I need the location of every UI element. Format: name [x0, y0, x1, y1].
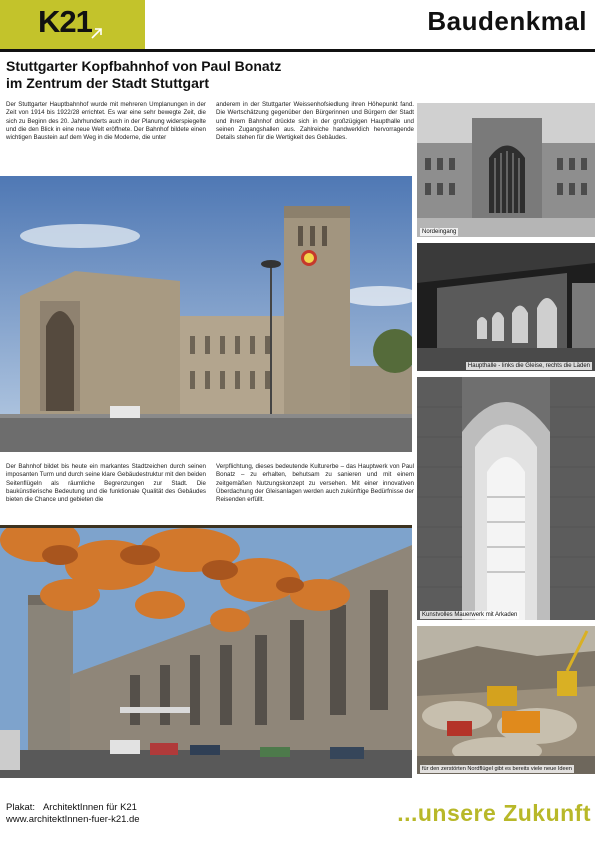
headline — [6, 58, 306, 92]
article-paragraph-1: Der Stuttgarter Hauptbahnhof wurde mit mehreren Umplanungen in der Zeit von 1914 bis 1922/28 errichtet. Es war eine sehr bewegte Zeit, die sich zu Beginn des 20. Jahrhunderts auch in der Planung widerspiegelte und die den Blick in eine neue Welt eröffnete. Der Bahnhof bildete einen wichtigen Baustein auf dem Weg in die Moderne, die unter — [6, 101, 206, 142]
footer-plakat-line — [6, 802, 140, 814]
caption-nordfluegel: für den zerstörten Nordflügel gibt es bereits viele neue Ideen — [422, 766, 572, 772]
nordeingang-photo — [417, 103, 595, 237]
caption-haupthalle: Haupthalle - links die Gleise, rechts die Läden — [467, 363, 590, 369]
article-paragraph-2: anderem in der Stuttgarter Weissenhofsiedlung ihren Höhepunkt fand. Die Wertschätzung gegenüber den Bürgerinnen und Bürgern der Stadt und ihrem Bahnhof drückte sich in der großzügigen Haupthalle und seinen Zugangshallen aus. Zahlreiche handwerklich hervorragende Details stehen für die Wertigkeit des Gebäudes. — [216, 101, 414, 142]
nordfluegel-photo — [417, 626, 595, 774]
headline-line-1: Stuttgarter Kopfbahnhof von Paul Bonatz — [6, 58, 282, 74]
caption-nordeingang: Nordeingang — [422, 229, 457, 235]
logo-text: K21 — [38, 4, 92, 39]
headline-line-2: im Zentrum der Stadt Stuttgart — [6, 75, 210, 91]
article-paragraph-4: Verpflichtung, dieses bedeutende Kulturerbe – das Hauptwerk von Paul Bonatz – zu erhalten, behutsam zu sanieren und mit einem zeitgemäßen Nutzungskonzept zu versehen. Mit einer innovativen Überdachung der Gleisanlagen werden auch zukünftige Bedürfnisse der Reisenden erfüllt. — [216, 463, 414, 504]
header-divider — [0, 49, 595, 52]
footer-url[interactable]: www.architektInnen-fuer-k21.de — [6, 814, 140, 825]
station-main-photo — [0, 176, 412, 452]
mauerwerk-photo — [417, 377, 595, 620]
footer-plakat-label: Plakat: — [6, 802, 36, 813]
page-title: Baudenkmal — [427, 6, 587, 36]
haupthalle-photo — [417, 243, 595, 371]
article-paragraph-3: Der Bahnhof bildet bis heute ein markantes Stadtzeichen durch seinen imposanten Turm und durch seine klare Gebäudestruktur mit den beiden Seitenflügeln als räumliche Begrenzungen zur Stadt. Die baukünstlerische Bedeutung und die funktionale Qualität des Gebäudes bieten die Chance und gebieten die — [6, 463, 206, 504]
footer-credits — [6, 802, 140, 826]
caption-mauerwerk: Kunstvolles Mauerwerk mit Arkaden — [422, 612, 518, 618]
autumn-facade-photo — [0, 525, 412, 778]
footer-plakat-value: ArchitektInnen für K21 — [42, 802, 137, 813]
slogan: ...unsere Zukunft — [397, 800, 591, 826]
arrow-icon — [90, 26, 104, 40]
